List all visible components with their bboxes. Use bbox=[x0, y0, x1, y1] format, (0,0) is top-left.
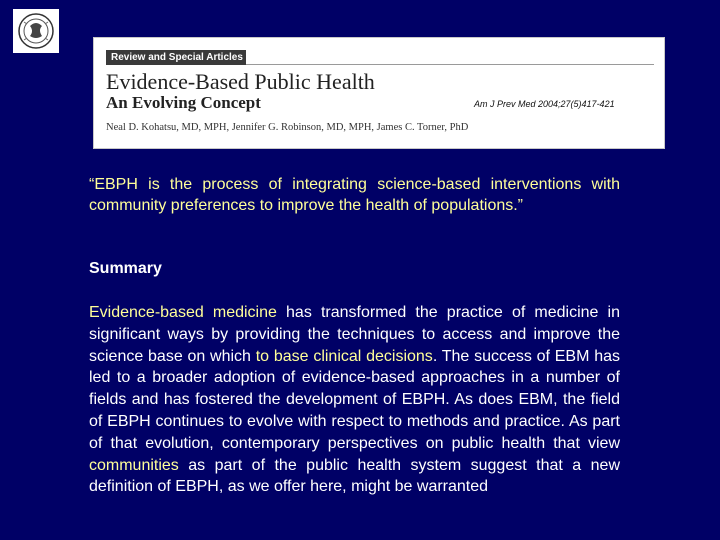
section-rule bbox=[246, 64, 654, 65]
seal-icon bbox=[16, 12, 56, 50]
section-label: Review and Special Articles bbox=[106, 50, 246, 65]
article-subtitle: An Evolving Concept bbox=[106, 93, 261, 112]
summary-body bbox=[89, 302, 620, 498]
definition-quote: “EBPH is the process of integrating science-based interventions with community preferences to improve the health of populations.” bbox=[89, 176, 620, 214]
summary-heading: Summary bbox=[89, 260, 162, 277]
article-title: Evidence-Based Public Health bbox=[106, 69, 375, 94]
summary-segment: has transformed the practice of medicine in significant ways by providing the techniques to access and improve the science base on which bbox=[89, 304, 621, 365]
summary-segment: as part of the public health system suggest that a new definition of EBPH, as we offer here, might be warranted bbox=[89, 456, 620, 496]
summary-segment-highlight: communities bbox=[89, 456, 179, 474]
article-authors: Neal D. Kohatsu, MD, MPH, Jennifer G. Robinson, MD, MPH, James C. Torner, PhD bbox=[106, 122, 469, 133]
article-header-card bbox=[93, 37, 665, 149]
summary-segment-highlight: Evidence-based medicine bbox=[89, 304, 277, 321]
summary-segment: . The success of EBM has led to a broader adoption of evidence-based approaches in a number of fields and has fostered the development of EBPH. As does EBM, the field of EBPH continues to evolve with respect to methods and practice. As part of that evolution, contemporary perspectives on public health that view bbox=[89, 347, 621, 452]
institution-logo bbox=[13, 9, 59, 53]
summary-segment-highlight: to base clinical decisions bbox=[255, 347, 433, 365]
journal-citation: Am J Prev Med 2004;27(5)417-421 bbox=[474, 99, 615, 109]
